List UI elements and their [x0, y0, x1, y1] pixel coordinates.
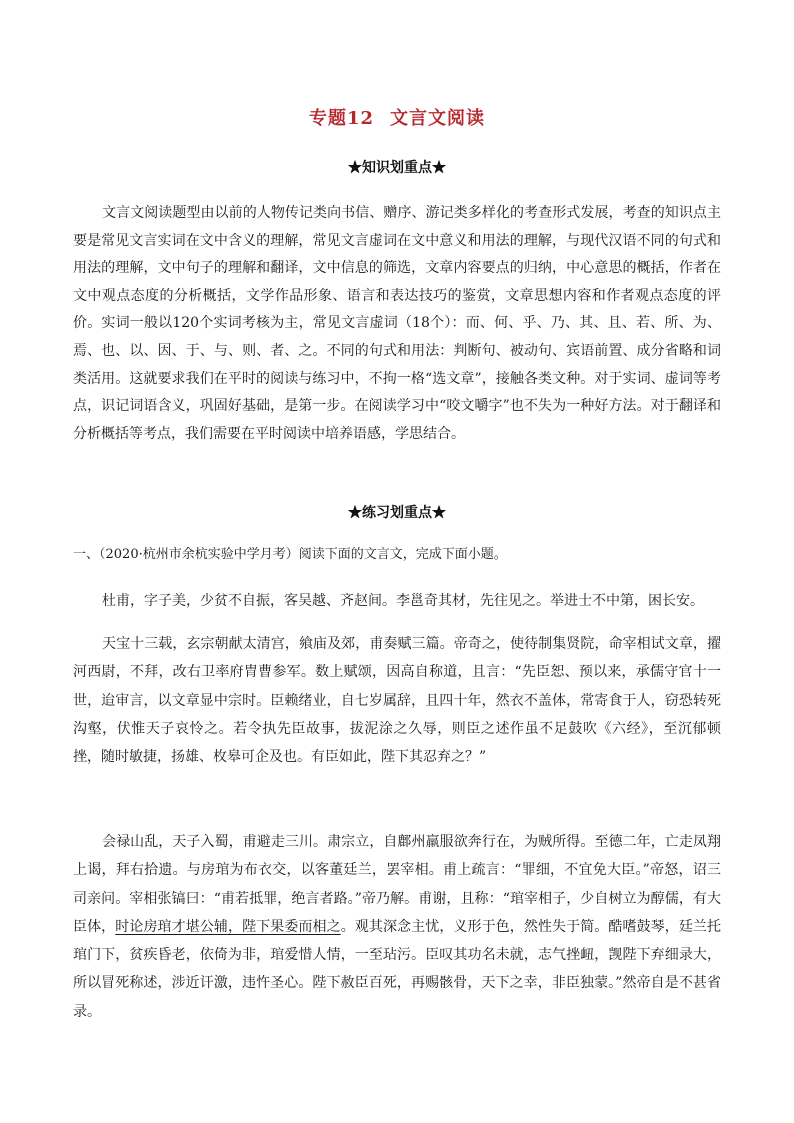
passage-paragraph-2: 天宝十三载，玄宗朝献太清宫，飨庙及郊，甫奏赋三篇。帝奇之，使待制集贤院，命宰相试文章，擢河西尉，不拜，改右卫率府胄曹参军。数上赋颂，因高自称道，且言：“先臣恕、预以来，承儒守官十一世，迨审言，以文章显中宗时。臣赖绪业，自七岁属辞，且四十年，然衣不盖体，常寄食于人，窃恐转死沟壑，伏惟天子哀怜之。若令执先臣故事，拔泥涂之久辱，则臣之述作虽不足鼓吹《六经》，至沉郁顿挫，随时敏捷，扬雄、枚皋可企及也。有臣如此，陛下其忍弃之？” — [73, 636, 721, 766]
title-topic-name: 文言文阅读 — [390, 108, 486, 129]
underlined-sentence: 时论房琯才堪公辅，陛下果委而相之 — [115, 918, 341, 935]
section-heading-knowledge: ★知识划重点★ — [348, 160, 446, 176]
intro-paragraph: 文言文阅读题型由以前的人物传记类向书信、赠序、游记类多样化的考查形式发展，考查的知识点主要是常见文言实词在文中含义的理解，常见文言虚词在文中意义和用法的理解，与现代汉语不同的句式和用法的理解，文中句子的理解和翻译，文中信息的筛选，文章内容要点的归纳，中心意思的概括，作者在文中观点态度的分析概括，文学作品形象、语言和表达技巧的鉴赏，文章思想内容和作者观点态度的评价。实词一般以120个实词考核为主，常见文言虚词（18个）：而、何、乎、乃、其、且、若、所、为、焉、也、以、因、于、与、则、者、之。不同的句式和用法：判断句、被动句、宾语前置、成分省略和词类活用。这就要求我们在平时的阅读与练习中，不拘一格“选文章”，接触各类文种。对于实词、虚词等考点，识记词语含义，巩固好基础，是第一步。在阅读学习中“咬文嚼字”也不失为一种好方法。对于翻译和分析概括等考点，我们需要在平时阅读中培养语感，学思结合。 — [73, 205, 721, 442]
page-title — [0, 104, 794, 130]
passage-paragraph-3 — [73, 828, 721, 1026]
section-heading-practice: ★练习划重点★ — [348, 505, 446, 521]
passage-paragraph-3-part-a: 会禄山乱，天子入蜀，甫避走三川。肃宗立，自鄜州羸服欲奔行在，为贼所得。至德二年，亡走凤翔上谒，拜右拾遗。与房琯为布衣交，以客董廷兰，罢宰相。甫上疏言：“罪细，不宜免大臣。”帝怒，诏三司亲问。宰相张镐曰：“甫若抵罪，绝言者路。”帝乃解。甫谢，且称：“琯宰相子，少自树立为醇儒，有大臣体， — [73, 834, 721, 935]
question-prompt: 一、（2020·杭州市余杭实验中学月考）阅读下面的文言文，完成下面小题。 — [73, 547, 507, 562]
title-topic-number: 专题12 — [308, 108, 375, 129]
passage-paragraph-1: 杜甫，字子美，少贫不自振，客吴越、齐赵间。李邕奇其材，先往见之。举进士不中第，困长安。 — [102, 593, 704, 609]
passage-paragraph-3-part-b: 。观其深念主忧，义形于色，然性失于简。酷嗜鼓琴，廷兰托琯门下，贫疾昏老，依倚为非，琯爱惜人情，一至玷污。臣叹其功名未就，志气挫衄，觊陛下弃细录大，所以冒死称述，涉近讦激，违忤圣心。陛下赦臣百死，再赐骸骨，天下之幸，非臣独蒙。”然帝自是不甚省录。 — [73, 918, 722, 1020]
